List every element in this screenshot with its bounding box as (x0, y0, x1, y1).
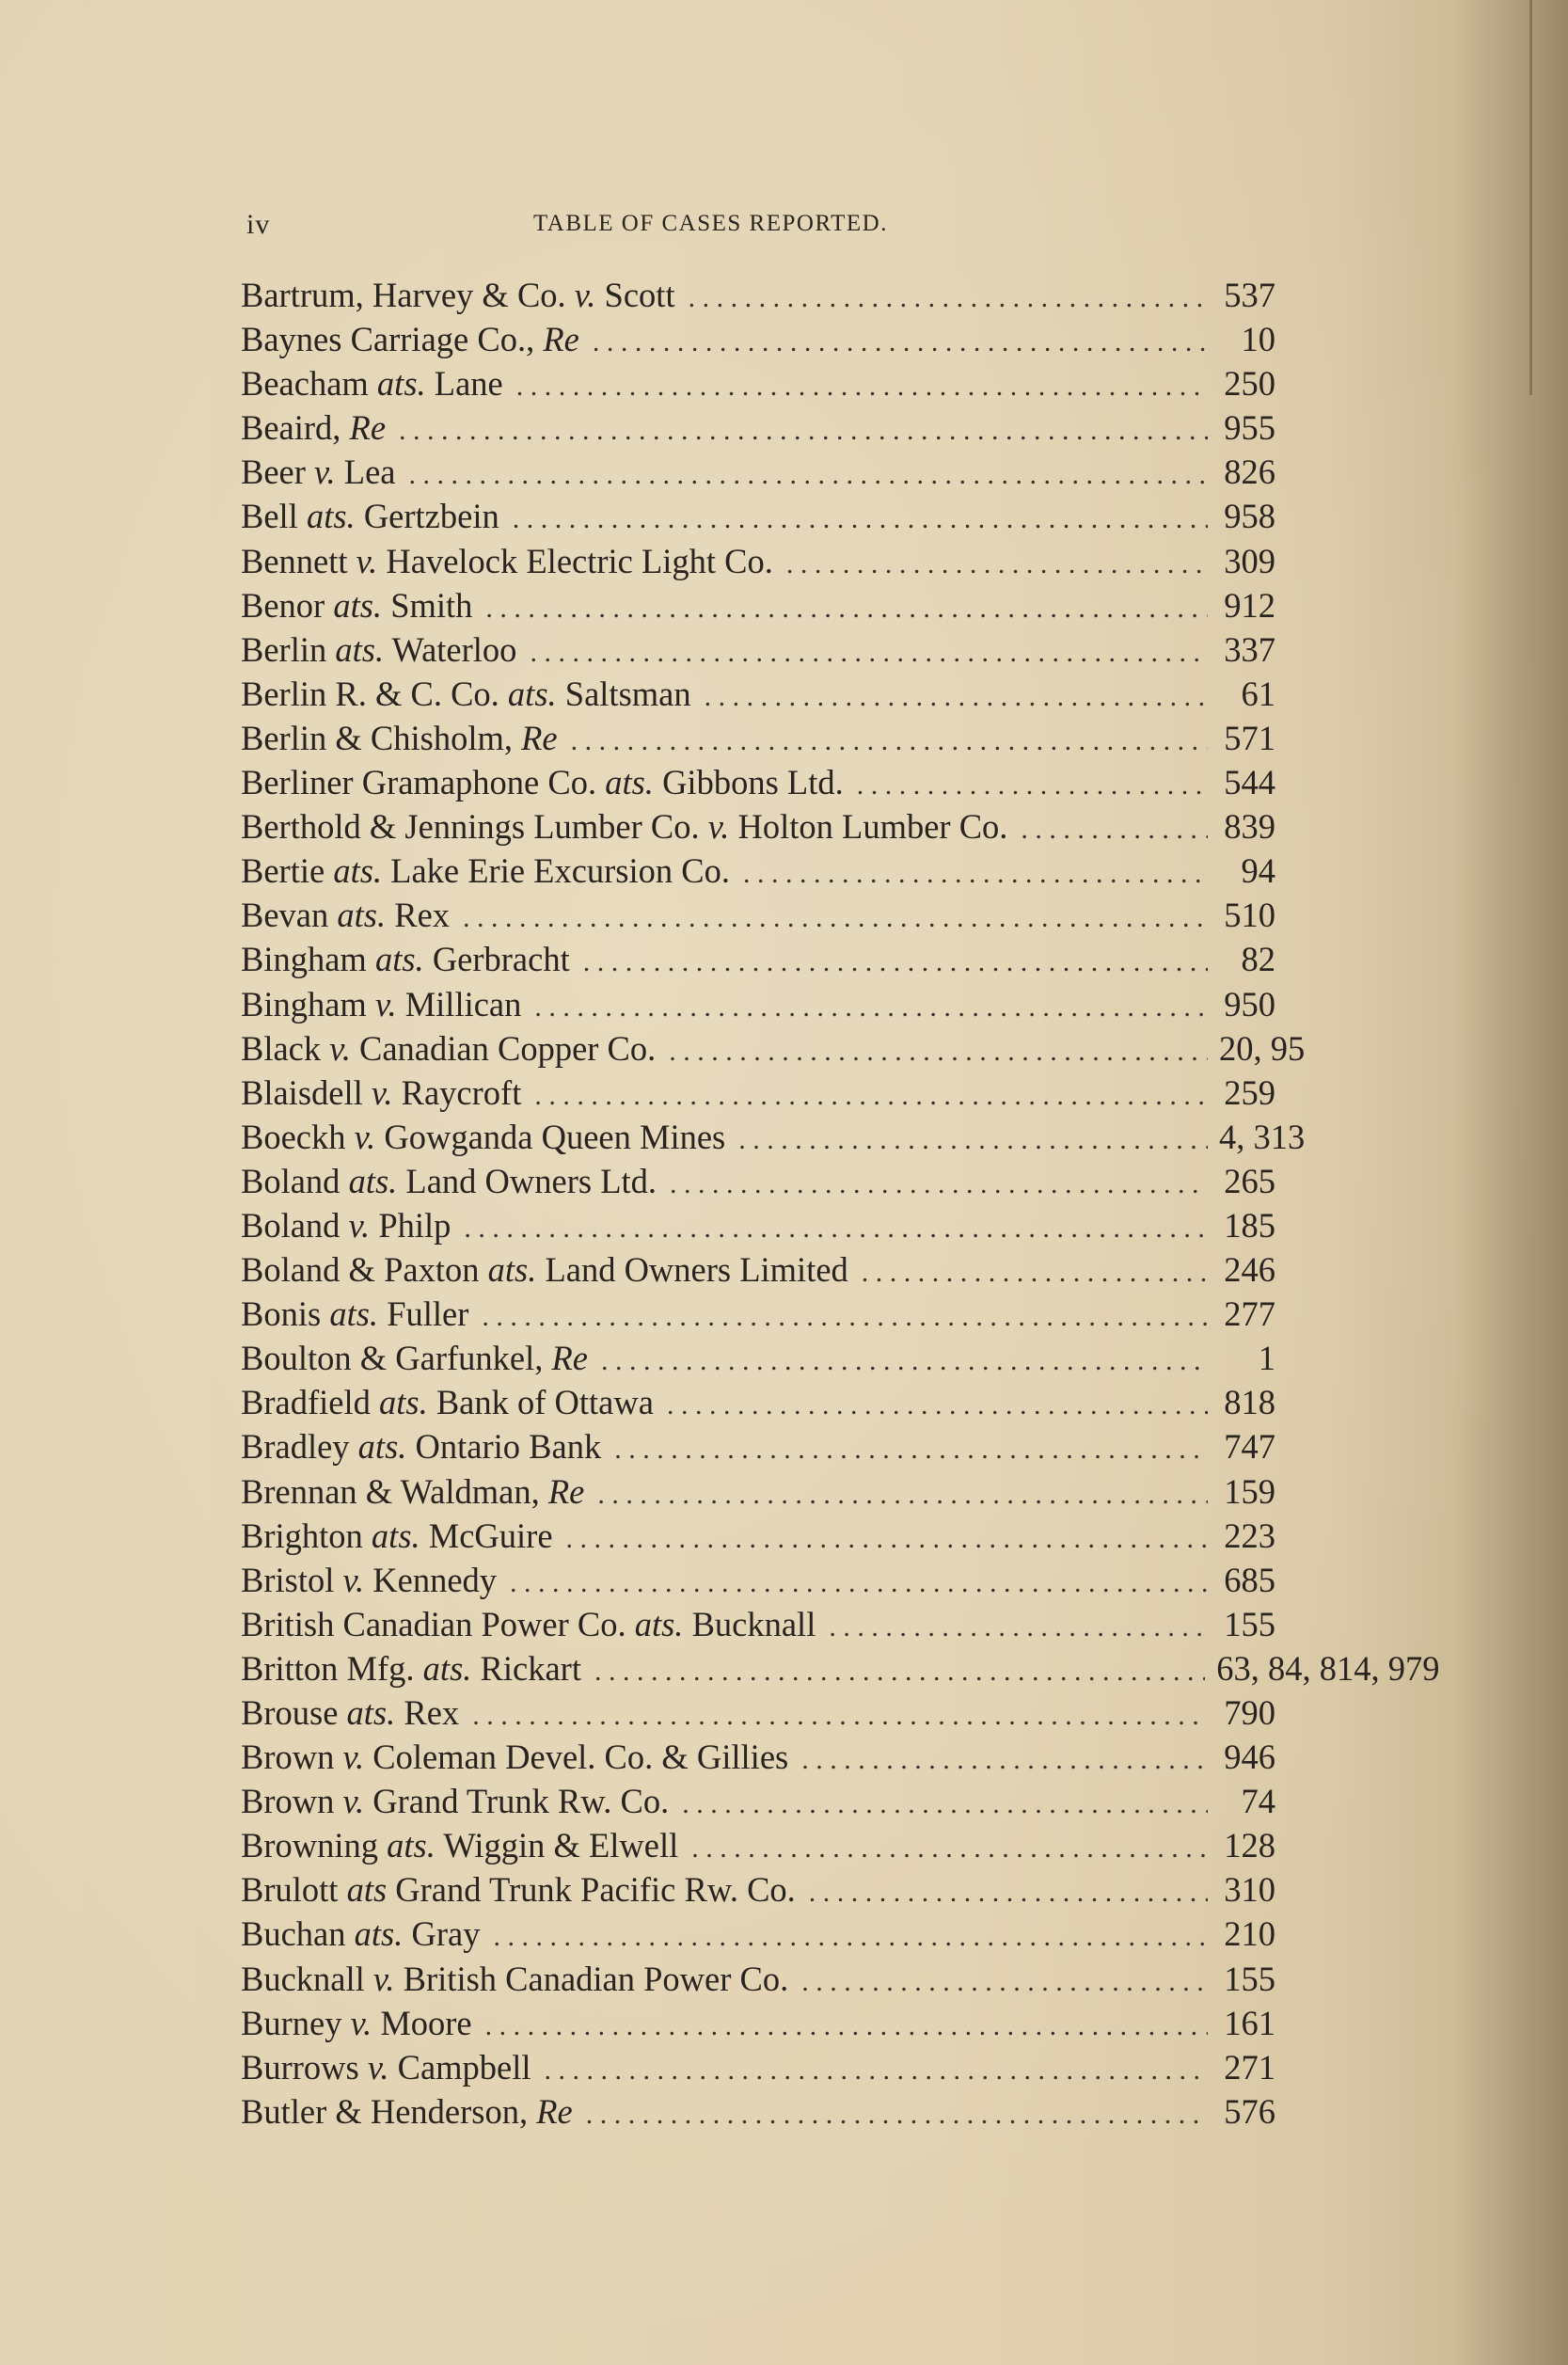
case-party: Blaisdell (241, 1072, 372, 1112)
case-page-reference: 82 (1241, 940, 1275, 979)
dot-leader (485, 2004, 1208, 2048)
case-connector: v. (342, 1560, 365, 1599)
case-party: Canadian Copper Co. (350, 1028, 657, 1068)
case-party: Lake Erie Excursion Co. (382, 851, 731, 891)
case-page-reference: 271 (1224, 2047, 1275, 2087)
case-name (241, 1469, 597, 1514)
case-connector: ats. (348, 1161, 398, 1200)
case-party: Millican (396, 984, 522, 1024)
dot-leader (516, 364, 1208, 408)
case-page-reference: 544 (1224, 763, 1275, 802)
case-name (241, 1558, 510, 1602)
case-entry (241, 450, 1275, 494)
case-entry (241, 1514, 1275, 1558)
case-party: Berliner Gramaphone Co. (241, 763, 606, 802)
case-party: Beer (241, 452, 315, 492)
case-party: Bartrum, Harvey & Co. (241, 276, 575, 314)
case-name (241, 937, 583, 981)
case-name (241, 1115, 738, 1159)
case-party: Kennedy (364, 1560, 498, 1599)
dot-leader (534, 985, 1208, 1029)
case-party: Wiggin & Elwell (435, 1826, 679, 1865)
case-party: Boulton & Garfunkel, (241, 1339, 552, 1378)
dot-leader (743, 851, 1208, 896)
case-name (241, 450, 408, 494)
case-page-reference: 185 (1224, 1205, 1275, 1245)
case-party: Grand Trunk Rw. Co. (364, 1782, 670, 1821)
case-party: Bennett (241, 541, 356, 580)
case-connector: ats. (634, 1604, 684, 1643)
case-party: Raycroft (392, 1072, 522, 1112)
case-party: Bucknall (683, 1604, 816, 1643)
case-entry (241, 1159, 1275, 1203)
case-party: Bevan (241, 896, 338, 935)
case-entry (241, 1026, 1306, 1071)
case-party: Rickart (471, 1648, 581, 1688)
page-edge-shadow (1455, 0, 1568, 2365)
case-page-reference: 250 (1224, 364, 1275, 404)
case-entry (241, 273, 1275, 317)
dot-leader (530, 630, 1208, 675)
case-connector: v. (367, 2047, 389, 2087)
case-entry (241, 405, 1275, 450)
case-name (241, 672, 705, 716)
case-entry (241, 2089, 1275, 2134)
dot-leader (472, 1693, 1208, 1738)
case-connector: ats. (605, 763, 654, 802)
case-connector: v. (574, 276, 596, 314)
dot-leader (399, 408, 1208, 452)
page-header (246, 209, 1281, 246)
case-name (241, 1646, 594, 1690)
dot-leader (614, 1427, 1208, 1471)
case-entry (241, 494, 1275, 538)
case-party: Gertzbein (355, 497, 499, 536)
case-connector: v. (350, 2003, 372, 2042)
case-entry (241, 1115, 1306, 1159)
case-page-reference: 223 (1224, 1516, 1275, 1555)
case-page-reference: 571 (1224, 718, 1275, 757)
case-name (241, 539, 786, 583)
dot-leader (593, 320, 1208, 364)
dot-leader (464, 1206, 1208, 1250)
case-page-reference: 839 (1224, 807, 1275, 847)
case-entry (241, 937, 1275, 981)
case-page-reference: 94 (1241, 851, 1275, 891)
dot-leader (862, 1250, 1208, 1294)
case-connector: v. (329, 1028, 351, 1068)
case-party: Benor (241, 585, 334, 625)
dot-leader (594, 1649, 1205, 1693)
case-entry (241, 1646, 1440, 1690)
case-party: Land Owners Ltd. (397, 1161, 657, 1200)
case-page-reference: 61 (1241, 674, 1275, 713)
case-party: Boland (241, 1161, 349, 1200)
case-name (241, 494, 513, 538)
dot-leader (809, 1870, 1208, 1914)
case-party: Brulott (241, 1870, 347, 1910)
case-name (241, 1957, 801, 2001)
case-name (241, 1823, 691, 1867)
case-party: British Canadian Power Co. (241, 1604, 635, 1643)
case-name (241, 1735, 801, 1779)
dot-leader (597, 1472, 1208, 1516)
case-entry (241, 1203, 1275, 1247)
case-connector: ats. (387, 1826, 436, 1865)
case-party: Bonis (241, 1294, 330, 1334)
case-entry (241, 1690, 1275, 1735)
case-party: Bradley (241, 1427, 358, 1467)
case-entry (241, 1735, 1275, 1779)
case-party: Rex (386, 896, 451, 935)
binding-edge (1529, 0, 1532, 395)
case-connector: Re (547, 1471, 585, 1511)
case-name (241, 1867, 809, 1912)
case-page-reference: 510 (1224, 896, 1275, 935)
case-page-reference: 955 (1224, 408, 1275, 448)
case-party: Gray (403, 1914, 481, 1954)
case-page-reference: 826 (1224, 452, 1275, 492)
case-party: Berlin (241, 629, 336, 669)
case-party: Land Owners Limited (536, 1250, 848, 1290)
case-party: Brown (241, 1738, 343, 1777)
case-party: Britton Mfg. (241, 1648, 423, 1688)
case-page-reference: 958 (1224, 497, 1275, 536)
case-connector: ats (346, 1870, 388, 1910)
case-name (241, 1071, 534, 1115)
case-name (241, 2001, 485, 2045)
dot-leader (801, 1738, 1208, 1782)
case-connector: ats. (335, 629, 385, 669)
running-head: TABLE OF CASES REPORTED. (533, 211, 888, 236)
case-connector: v. (372, 1959, 395, 1998)
dot-leader (857, 763, 1208, 807)
case-connector: ats. (507, 674, 557, 713)
case-connector: ats. (487, 1250, 537, 1290)
dot-leader (601, 1339, 1208, 1383)
case-party: British Canadian Power Co. (394, 1959, 789, 1998)
case-party: Coleman Devel. Co. & Gillies (364, 1738, 789, 1777)
case-page-reference: 310 (1224, 1870, 1275, 1910)
dot-leader (1021, 807, 1208, 851)
case-connector: v. (354, 1117, 376, 1156)
case-entry (241, 849, 1275, 893)
case-name (241, 849, 743, 893)
case-entry (241, 2001, 1275, 2045)
case-party: Boland (241, 1205, 349, 1245)
case-entry (241, 982, 1275, 1026)
case-connector: Re (536, 2091, 573, 2131)
case-page-reference: 950 (1224, 984, 1275, 1024)
page-number: iv (246, 209, 271, 240)
case-party: Bradfield (241, 1383, 379, 1422)
dot-leader (566, 1516, 1208, 1561)
case-party: Smith (382, 585, 473, 625)
case-name (241, 361, 516, 405)
case-party: Holton Lumber Co. (729, 807, 1008, 847)
case-connector: v. (356, 541, 378, 580)
case-page-reference: 277 (1224, 1294, 1275, 1334)
case-connector: ats. (357, 1427, 407, 1467)
dot-leader (510, 1561, 1208, 1605)
case-name (241, 1779, 682, 1823)
case-connector: v. (348, 1205, 371, 1245)
dot-leader (485, 586, 1208, 630)
case-party: Lane (425, 364, 503, 404)
case-party: Brighton (241, 1516, 372, 1555)
case-entry (241, 893, 1275, 937)
case-party: Butler & Henderson, (241, 2091, 537, 2131)
case-entry (241, 583, 1275, 627)
case-name (241, 1380, 667, 1424)
case-entry (241, 1558, 1275, 1602)
dot-leader (482, 1294, 1208, 1339)
case-entry (241, 1247, 1275, 1292)
case-party: Baynes Carriage Co., (241, 320, 544, 359)
case-entry (241, 1867, 1275, 1912)
case-party: Browning (241, 1826, 388, 1865)
case-party: Campbell (388, 2047, 531, 2087)
case-party: Havelock Electric Light Co. (377, 541, 773, 580)
dot-leader (545, 2048, 1208, 2092)
case-page-reference: 159 (1224, 1471, 1275, 1511)
case-party: Bank of Ottawa (427, 1383, 654, 1422)
case-entry (241, 672, 1275, 716)
dot-leader (586, 2092, 1208, 2136)
case-page-reference: 309 (1224, 541, 1275, 580)
case-party: Brouse (241, 1693, 347, 1732)
case-page-reference: 155 (1224, 1959, 1275, 1998)
case-name (241, 1159, 670, 1203)
dot-leader (691, 1826, 1208, 1870)
dot-leader (534, 1073, 1208, 1118)
case-name (241, 1336, 601, 1380)
case-name (241, 1912, 493, 1956)
case-party: Black (241, 1028, 330, 1068)
case-connector: ats. (354, 1914, 404, 1954)
case-page-reference: 210 (1224, 1914, 1275, 1954)
case-party: Brennan & Waldman, (241, 1471, 548, 1511)
case-entry (241, 1469, 1275, 1514)
dot-leader (513, 497, 1208, 541)
dot-leader (667, 1383, 1208, 1427)
case-page-reference: 161 (1224, 2003, 1275, 2042)
case-name (241, 273, 689, 317)
case-name (241, 627, 530, 672)
case-party: Beacham (241, 364, 377, 404)
case-connector: Re (521, 718, 558, 757)
case-connector: ats. (306, 497, 356, 536)
dot-leader (689, 276, 1208, 320)
case-party: Burrows (241, 2047, 368, 2087)
dot-leader (408, 452, 1208, 497)
dot-leader (583, 940, 1208, 984)
case-entry (241, 1912, 1275, 1956)
case-party: McGuire (420, 1516, 553, 1555)
case-party: Bristol (241, 1560, 343, 1599)
case-page-reference: 685 (1224, 1560, 1275, 1599)
case-entry (241, 361, 1275, 405)
case-page-reference: 4, 313 (1219, 1117, 1306, 1156)
case-page-reference: 1 (1258, 1339, 1275, 1378)
dot-leader (801, 1960, 1208, 2004)
case-entry (241, 716, 1275, 760)
case-page-reference: 128 (1224, 1826, 1275, 1865)
dot-leader (786, 542, 1208, 586)
case-name (241, 2089, 586, 2134)
case-connector: v. (374, 984, 397, 1024)
dot-leader (670, 1162, 1208, 1206)
case-party: Burney (241, 2003, 351, 2042)
case-page-reference: 20, 95 (1219, 1028, 1306, 1068)
case-entry (241, 317, 1275, 361)
dot-leader (682, 1782, 1208, 1826)
dot-leader (829, 1605, 1208, 1649)
case-name (241, 405, 399, 450)
case-party: Berlin & Chisholm, (241, 718, 522, 757)
case-list (241, 273, 1440, 2134)
case-page-reference: 155 (1224, 1604, 1275, 1643)
case-name (241, 2045, 545, 2089)
case-page-reference: 74 (1241, 1782, 1275, 1821)
case-connector: ats. (374, 940, 424, 979)
case-party: Lea (335, 452, 396, 492)
case-party: Waterloo (384, 629, 517, 669)
case-party: Boland & Paxton (241, 1250, 488, 1290)
case-page-reference: 259 (1224, 1072, 1275, 1112)
case-connector: v. (342, 1738, 365, 1777)
dot-leader (738, 1118, 1208, 1162)
case-page-reference: 537 (1224, 276, 1275, 314)
case-connector: v. (342, 1782, 365, 1821)
dot-leader (669, 1029, 1208, 1073)
case-connector: Re (551, 1339, 588, 1378)
case-party: Beaird, (241, 408, 350, 448)
case-connector: ats. (337, 896, 387, 935)
case-page-reference: 747 (1224, 1427, 1275, 1467)
case-entry (241, 804, 1275, 849)
case-party: Grand Trunk Pacific Rw. Co. (387, 1870, 796, 1910)
case-page-reference: 337 (1224, 629, 1275, 669)
case-name (241, 982, 534, 1026)
case-entry (241, 539, 1275, 583)
case-page-reference: 912 (1224, 585, 1275, 625)
case-party: Gibbons Ltd. (653, 763, 844, 802)
dot-leader (493, 1914, 1208, 1959)
case-page-reference: 265 (1224, 1161, 1275, 1200)
case-name (241, 804, 1021, 849)
case-connector: ats. (371, 1516, 420, 1555)
case-party: Buchan (241, 1914, 355, 1954)
case-name (241, 893, 463, 937)
case-name (241, 583, 485, 627)
case-entry (241, 1779, 1275, 1823)
case-name (241, 1514, 566, 1558)
case-connector: ats. (333, 851, 383, 891)
case-connector: v. (371, 1072, 393, 1112)
case-party: Gerbracht (423, 940, 570, 979)
case-party: Scott (595, 276, 675, 314)
case-connector: Re (349, 408, 387, 448)
case-party: Saltsman (556, 674, 691, 713)
case-entry (241, 1957, 1275, 2001)
case-entry (241, 1380, 1275, 1424)
case-party: Bingham (241, 940, 375, 979)
case-party: Bell (241, 497, 307, 536)
case-name (241, 317, 593, 361)
case-party: Bucknall (241, 1959, 373, 1998)
case-party: Berthold & Jennings Lumber Co. (241, 807, 708, 847)
case-party: Philp (370, 1205, 451, 1245)
case-connector: ats. (422, 1648, 472, 1688)
case-page-reference: 818 (1224, 1383, 1275, 1422)
case-name (241, 1292, 482, 1336)
case-party: Rex (395, 1693, 460, 1732)
case-connector: ats. (346, 1693, 396, 1732)
case-name (241, 760, 857, 804)
case-connector: ats. (329, 1294, 379, 1334)
dot-leader (571, 719, 1208, 763)
case-party: Ontario Bank (406, 1427, 602, 1467)
case-party: Fuller (378, 1294, 469, 1334)
case-name (241, 1203, 464, 1247)
case-entry (241, 1292, 1275, 1336)
case-entry (241, 627, 1275, 672)
case-connector: ats. (333, 585, 383, 625)
case-connector: ats. (376, 364, 426, 404)
case-name (241, 716, 571, 760)
case-page-reference: 63, 84, 814, 979 (1216, 1648, 1440, 1688)
case-page-reference: 790 (1224, 1693, 1275, 1732)
case-name (241, 1247, 862, 1292)
case-page-reference: 10 (1241, 320, 1275, 359)
case-name (241, 1690, 472, 1735)
case-connector: v. (707, 807, 730, 847)
case-party: Gowganda Queen Mines (375, 1117, 726, 1156)
case-name (241, 1026, 669, 1071)
dot-leader (705, 675, 1208, 719)
case-name (241, 1424, 614, 1468)
case-name (241, 1602, 829, 1646)
case-party: Moore (372, 2003, 472, 2042)
case-page-reference: 576 (1224, 2091, 1275, 2131)
case-page-reference: 246 (1224, 1250, 1275, 1290)
case-entry (241, 1424, 1275, 1468)
case-party: Brown (241, 1782, 343, 1821)
case-entry (241, 1071, 1275, 1115)
case-party: Bingham (241, 984, 375, 1024)
case-page-reference: 946 (1224, 1738, 1275, 1777)
case-connector: v. (314, 452, 336, 492)
case-connector: ats. (378, 1383, 428, 1422)
case-connector: Re (543, 320, 579, 359)
case-entry (241, 1602, 1275, 1646)
case-entry (241, 760, 1275, 804)
case-party: Berlin R. & C. Co. (241, 674, 508, 713)
case-party: Bertie (241, 851, 334, 891)
case-party: Boeckh (241, 1117, 355, 1156)
case-entry (241, 1823, 1275, 1867)
case-entry (241, 2045, 1275, 2089)
dot-leader (463, 896, 1208, 940)
case-entry (241, 1336, 1275, 1380)
